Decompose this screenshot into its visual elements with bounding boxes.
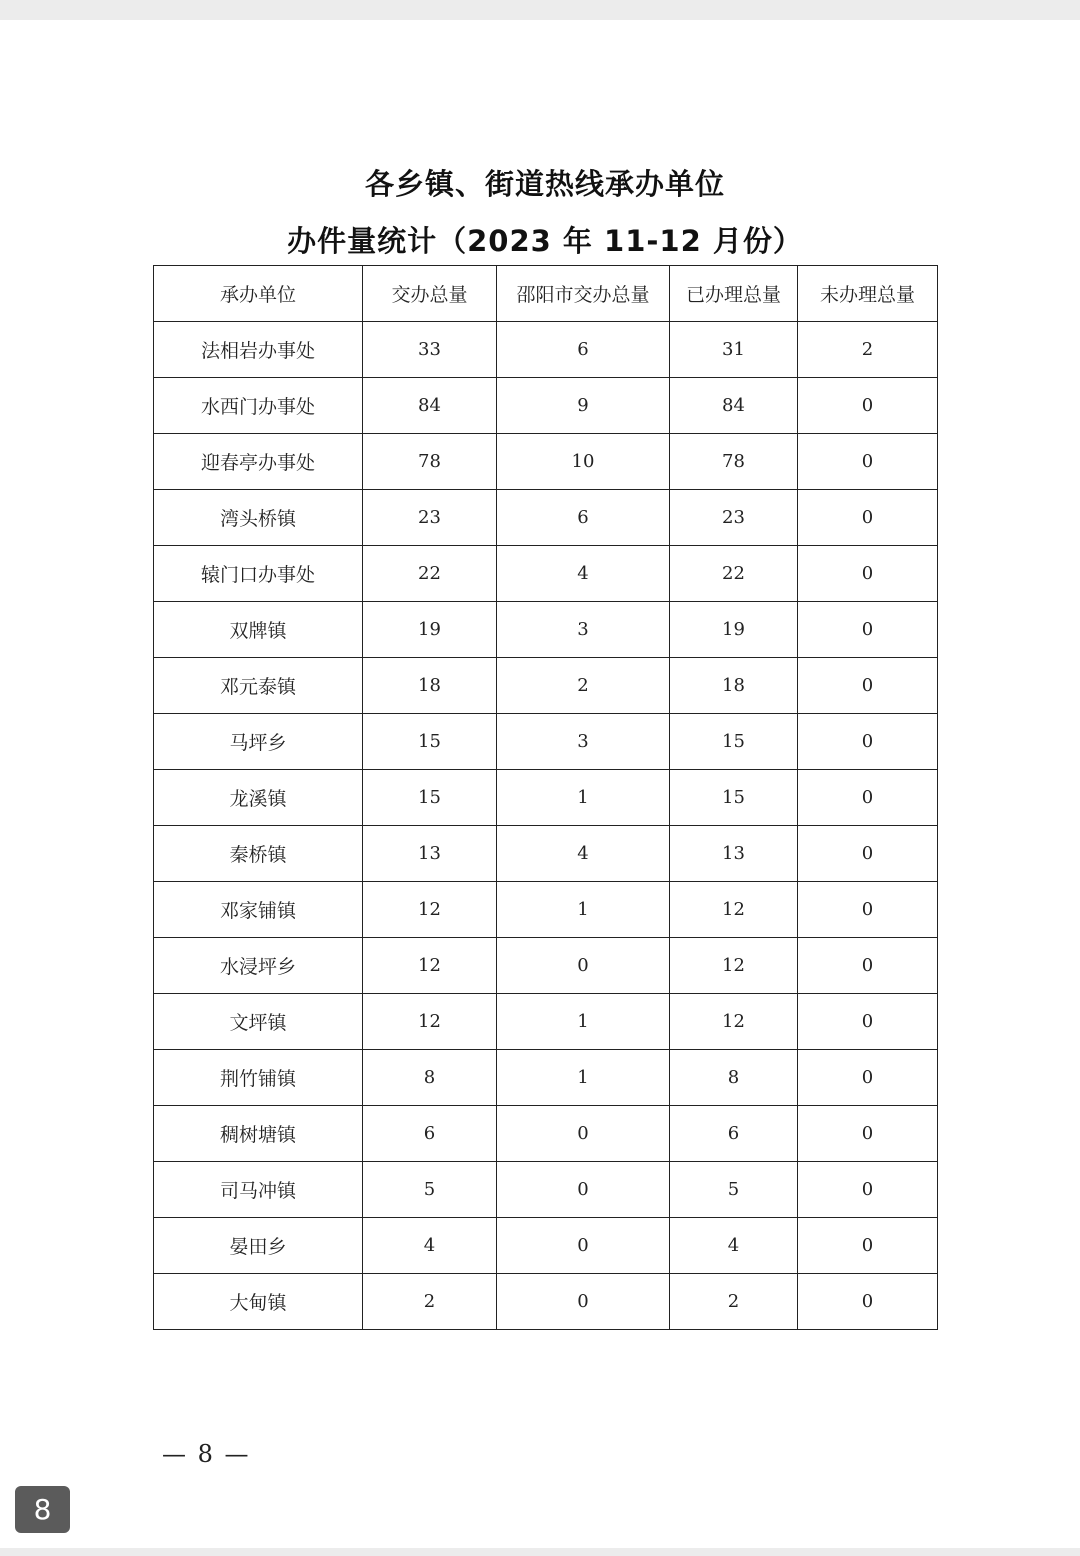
cell-handled-total: 78 xyxy=(670,434,798,490)
cell-city-assigned-total: 6 xyxy=(497,490,670,546)
cell-city-assigned-total: 1 xyxy=(497,994,670,1050)
cell-city-assigned-total: 6 xyxy=(497,322,670,378)
cell-city-assigned-total: 10 xyxy=(497,434,670,490)
table-body xyxy=(154,322,938,1330)
cell-handled-total: 84 xyxy=(670,378,798,434)
cell-handled-total: 12 xyxy=(670,938,798,994)
cell-city-assigned-total: 0 xyxy=(497,1274,670,1330)
cell-unit: 水西门办事处 xyxy=(154,378,363,434)
table-row xyxy=(154,1274,938,1330)
cell-unhandled-total: 0 xyxy=(798,1274,938,1330)
table-row xyxy=(154,1106,938,1162)
cell-assigned-total: 13 xyxy=(363,826,497,882)
table-row xyxy=(154,826,938,882)
cell-assigned-total: 12 xyxy=(363,938,497,994)
cell-assigned-total: 84 xyxy=(363,378,497,434)
cell-unit: 邓家铺镇 xyxy=(154,882,363,938)
table-row xyxy=(154,1162,938,1218)
cell-handled-total: 15 xyxy=(670,714,798,770)
cell-unhandled-total: 0 xyxy=(798,1162,938,1218)
viewer-top-band xyxy=(0,0,1080,20)
cell-unhandled-total: 0 xyxy=(798,714,938,770)
cell-handled-total: 19 xyxy=(670,602,798,658)
viewer-bottom-band xyxy=(0,1548,1080,1556)
table-row xyxy=(154,378,938,434)
cell-city-assigned-total: 3 xyxy=(497,602,670,658)
cell-city-assigned-total: 2 xyxy=(497,658,670,714)
cell-assigned-total: 22 xyxy=(363,546,497,602)
header-assigned-total: 交办总量 xyxy=(363,266,497,322)
cell-city-assigned-total: 1 xyxy=(497,1050,670,1106)
cell-city-assigned-total: 0 xyxy=(497,1162,670,1218)
table-row xyxy=(154,322,938,378)
document-title-line-1: 各乡镇、街道热线承办单位 xyxy=(364,167,725,201)
page-indicator-badge[interactable]: 8 xyxy=(15,1486,70,1533)
cell-unhandled-total: 0 xyxy=(798,602,938,658)
cell-assigned-total: 23 xyxy=(363,490,497,546)
cell-assigned-total: 15 xyxy=(363,770,497,826)
cell-unit: 文坪镇 xyxy=(154,994,363,1050)
table-row xyxy=(154,1218,938,1274)
cell-city-assigned-total: 0 xyxy=(497,1218,670,1274)
table-row xyxy=(154,1050,938,1106)
cell-handled-total: 22 xyxy=(670,546,798,602)
cell-unit: 稠树塘镇 xyxy=(154,1106,363,1162)
table-row xyxy=(154,434,938,490)
cell-unit: 马坪乡 xyxy=(154,714,363,770)
cell-city-assigned-total: 0 xyxy=(497,1106,670,1162)
cell-unhandled-total: 0 xyxy=(798,1050,938,1106)
cell-unhandled-total: 0 xyxy=(798,490,938,546)
cell-unit: 迎春亭办事处 xyxy=(154,434,363,490)
table-row xyxy=(154,994,938,1050)
cell-unit: 湾头桥镇 xyxy=(154,490,363,546)
cell-handled-total: 15 xyxy=(670,770,798,826)
cell-city-assigned-total: 9 xyxy=(497,378,670,434)
cell-assigned-total: 18 xyxy=(363,658,497,714)
cell-city-assigned-total: 1 xyxy=(497,770,670,826)
cell-unhandled-total: 0 xyxy=(798,882,938,938)
cell-unit: 邓元泰镇 xyxy=(154,658,363,714)
header-handled-total: 已办理总量 xyxy=(670,266,798,322)
cell-handled-total: 12 xyxy=(670,882,798,938)
page-number-footer: — 8 — xyxy=(162,1440,251,1468)
cell-handled-total: 2 xyxy=(670,1274,798,1330)
cell-unhandled-total: 0 xyxy=(798,826,938,882)
cell-assigned-total: 33 xyxy=(363,322,497,378)
cell-city-assigned-total: 4 xyxy=(497,546,670,602)
table-header xyxy=(154,266,938,322)
cell-unit: 秦桥镇 xyxy=(154,826,363,882)
cell-assigned-total: 15 xyxy=(363,714,497,770)
cell-handled-total: 18 xyxy=(670,658,798,714)
header-unit: 承办单位 xyxy=(154,266,363,322)
cell-unhandled-total: 0 xyxy=(798,546,938,602)
cell-assigned-total: 5 xyxy=(363,1162,497,1218)
cell-assigned-total: 19 xyxy=(363,602,497,658)
table-row xyxy=(154,770,938,826)
table-row xyxy=(154,546,938,602)
cell-assigned-total: 78 xyxy=(363,434,497,490)
cell-handled-total: 5 xyxy=(670,1162,798,1218)
cell-unhandled-total: 0 xyxy=(798,378,938,434)
cell-unit: 晏田乡 xyxy=(154,1218,363,1274)
cell-unit: 辕门口办事处 xyxy=(154,546,363,602)
table-row xyxy=(154,938,938,994)
cell-handled-total: 6 xyxy=(670,1106,798,1162)
header-city-assigned-total: 邵阳市交办总量 xyxy=(497,266,670,322)
header-unhandled-total: 未办理总量 xyxy=(798,266,938,322)
cell-city-assigned-total: 1 xyxy=(497,882,670,938)
cell-assigned-total: 2 xyxy=(363,1274,497,1330)
cell-handled-total: 31 xyxy=(670,322,798,378)
table-row xyxy=(154,602,938,658)
document-title-line-2: 办件量统计（2023 年 11-12 月份） xyxy=(287,224,803,258)
cell-unhandled-total: 0 xyxy=(798,994,938,1050)
cell-unit: 法相岩办事处 xyxy=(154,322,363,378)
cell-unit: 双牌镇 xyxy=(154,602,363,658)
cell-unit: 司马冲镇 xyxy=(154,1162,363,1218)
cell-assigned-total: 4 xyxy=(363,1218,497,1274)
cell-assigned-total: 8 xyxy=(363,1050,497,1106)
cell-handled-total: 12 xyxy=(670,994,798,1050)
cell-unit: 水浸坪乡 xyxy=(154,938,363,994)
cell-unhandled-total: 0 xyxy=(798,1218,938,1274)
table-header-row xyxy=(154,266,938,322)
table-row xyxy=(154,658,938,714)
cell-unhandled-total: 2 xyxy=(798,322,938,378)
cell-handled-total: 23 xyxy=(670,490,798,546)
cell-city-assigned-total: 4 xyxy=(497,826,670,882)
cell-unhandled-total: 0 xyxy=(798,938,938,994)
table-row xyxy=(154,882,938,938)
cell-assigned-total: 6 xyxy=(363,1106,497,1162)
cell-city-assigned-total: 3 xyxy=(497,714,670,770)
cell-unhandled-total: 0 xyxy=(798,658,938,714)
cell-unit: 大甸镇 xyxy=(154,1274,363,1330)
cell-unhandled-total: 0 xyxy=(798,1106,938,1162)
statistics-table xyxy=(153,265,938,1330)
cell-handled-total: 13 xyxy=(670,826,798,882)
table-row xyxy=(154,490,938,546)
table-row xyxy=(154,714,938,770)
cell-handled-total: 8 xyxy=(670,1050,798,1106)
cell-unhandled-total: 0 xyxy=(798,434,938,490)
cell-unit: 荆竹铺镇 xyxy=(154,1050,363,1106)
cell-unhandled-total: 0 xyxy=(798,770,938,826)
cell-assigned-total: 12 xyxy=(363,882,497,938)
cell-assigned-total: 12 xyxy=(363,994,497,1050)
cell-city-assigned-total: 0 xyxy=(497,938,670,994)
cell-unit: 龙溪镇 xyxy=(154,770,363,826)
cell-handled-total: 4 xyxy=(670,1218,798,1274)
